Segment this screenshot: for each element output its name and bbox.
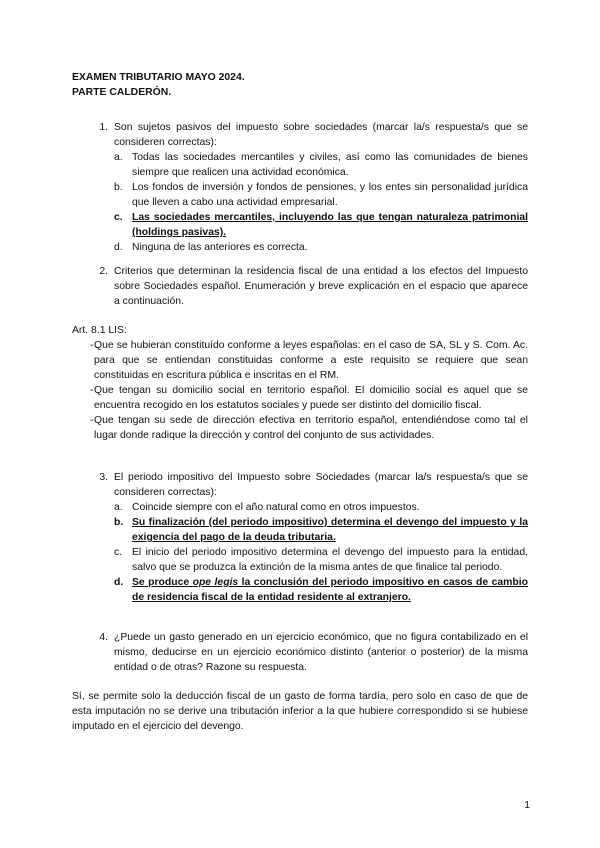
bullet-dash: - (90, 340, 94, 351)
answer-bullet (72, 338, 528, 383)
option-text: Coincide siempre con el año natural como en otros impuestos. (132, 502, 420, 513)
option-text: Todas las sociedades mercantiles y civiles, así como las comunidades de bienes siempre que realicen una actividad económica. (132, 152, 528, 178)
option-letter: c. (114, 547, 123, 558)
option-b-correct (114, 515, 528, 545)
option-d (114, 240, 528, 255)
option-text: Su finalización (del periodo impositivo) determina el devengo del impuesto y la exigencia del pago de la deuda tributaria. (132, 517, 528, 543)
question-text: El periodo impositivo del Impuesto sobre Sociedades (marcar la/s respuesta/s que se consideren correctas): (114, 472, 528, 498)
option-text (132, 577, 528, 603)
bullet-dash: - (90, 415, 94, 426)
option-b (114, 180, 528, 210)
option-c-correct (114, 210, 528, 240)
question-body (114, 630, 528, 675)
question-text: ¿Puede un gasto generado en un ejercicio económico, que no figura contabilizado en el mismo, deducirse en un ejercicio económico distinto (anterior o posterior) de la misma entidad o de otras? Razone su respuesta. (114, 632, 528, 673)
bullet-text: Que tengan su sede de dirección efectiva en territorio español, entendiéndose como tal el lugar donde radique la dirección y control del conjunto de sus actividades. (94, 415, 528, 441)
question-text: Son sujetos pasivos del impuesto sobre sociedades (marcar la/s respuesta/s que se consideren correctas): (114, 122, 528, 148)
option-letter: c. (114, 212, 123, 223)
question-body (114, 120, 528, 255)
page-number: 1 (524, 800, 530, 811)
question-3 (72, 470, 528, 620)
answer-2 (72, 323, 528, 443)
answer-bullet (72, 413, 528, 443)
question-number: 1. (99, 122, 108, 133)
option-c (114, 545, 528, 575)
question-text: Criterios que determinan la residencia fiscal de una entidad a los efectos del Impuesto sobre Sociedades español. Enumeración y breve explicación en el espacio que aparece a continuación. (114, 266, 528, 307)
answer-text: Sí, se permite solo la deducción fiscal de un gasto de forma tardía, pero solo en caso de que de esta imputación no se derive una tributación inferior a la que hubiere correspondido si se hubiese imputado en el ejercicio del devengo. (72, 691, 528, 732)
option-a (114, 150, 528, 180)
option-text-italic: ope legis (192, 577, 239, 588)
option-letter: b. (114, 182, 123, 193)
option-text: Los fondos de inversión y fondos de pensiones, y los entes sin personalidad jurídica que lleven a cabo una actividad empresarial. (132, 182, 528, 208)
answer-4 (72, 689, 528, 734)
question-body (114, 264, 528, 309)
title-line-1: EXAMEN TRIBUTARIO MAYO 2024. (72, 72, 245, 83)
option-letter: d. (114, 577, 124, 588)
option-letter: a. (114, 502, 123, 513)
bullet-text: Que tengan su domicilio social en territorio español. El domicilio social es aquel que se encuentra recogido en los estatutos sociales y puede ser distinto del domicilio fiscal. (94, 385, 528, 411)
option-text: Ninguna de las anteriores es correcta. (132, 242, 308, 253)
title-line-2: PARTE CALDERÓN. (72, 87, 172, 98)
question-body (114, 470, 528, 605)
question-2 (72, 264, 528, 312)
option-d-correct (114, 575, 528, 605)
option-letter: d. (114, 242, 123, 253)
question-number: 3. (99, 472, 108, 483)
option-letter: b. (114, 517, 124, 528)
option-text-post: la conclusión del periodo impositivo en casos de cambio de residencia fiscal de la entidad residente al extranjero. (132, 577, 528, 603)
answer-heading: Art. 8.1 LIS: (72, 325, 127, 336)
option-text: El inicio del periodo impositivo determina el devengo del impuesto para la entidad, salvo que se produzca la extinción de la misma antes de que finalice tal periodo. (132, 547, 528, 573)
question-number: 2. (99, 266, 108, 277)
question-4 (72, 630, 528, 678)
bullet-dash: - (90, 385, 94, 396)
question-1 (72, 120, 528, 255)
option-letter: a. (114, 152, 123, 163)
exam-title (72, 70, 528, 100)
option-text-pre: Se produce (132, 577, 193, 588)
bullet-text: Que se hubieran constituído conforme a leyes españolas: en el caso de SA, SL y S. Com. Ac. para que se entiendan constituidas conforme a este requisito se requiere que sean constituidas en escritura pública e inscritas en el RM. (94, 340, 528, 381)
option-a (114, 500, 528, 515)
question-number: 4. (99, 632, 108, 643)
answer-bullet (72, 383, 528, 413)
option-text: Las sociedades mercantiles, incluyendo las que tengan naturaleza patrimonial (holdings pasivas). (132, 212, 528, 238)
